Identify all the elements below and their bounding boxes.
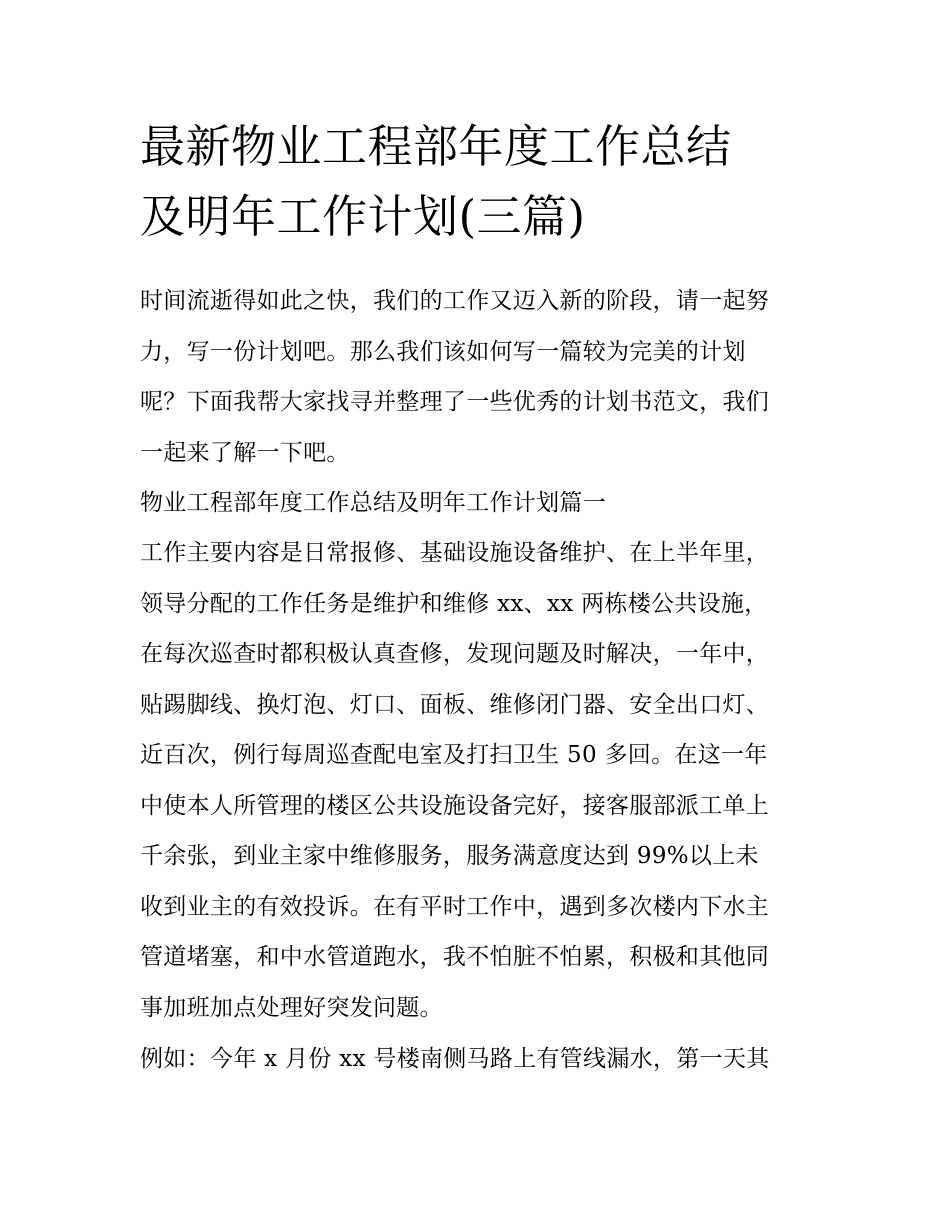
text-line: 例如：今年 x 月份 xx 号楼南侧马路上有管线漏水，第一天其	[140, 1046, 770, 1072]
text-line: 呢？下面我帮大家找寻并整理了一些优秀的计划书范文，我们	[140, 389, 770, 415]
example-paragraph	[140, 1034, 830, 1085]
section-heading-text: 物业工程部年度工作总结及明年工作计划篇一	[140, 490, 606, 516]
work-summary-paragraph	[140, 528, 830, 1033]
text-line: 收到业主的有效投诉。在有平时工作中，遇到多次楼内下水主	[140, 893, 770, 920]
text-line: 管道堵塞，和中水管道跑水，我不怕脏不怕累，积极和其他同	[140, 944, 770, 970]
text-line: 近百次，例行每周巡查配电室及打扫卫生 50 多回。在这一年	[140, 742, 768, 768]
text-line: 时间流逝得如此之快，我们的工作又迈入新的阶段，请一起努	[140, 288, 770, 314]
text-line: 千余张，到业主家中维修服务，服务满意度达到 99%以上未	[140, 843, 759, 869]
title-line: 及明年工作计划(三篇)	[140, 190, 586, 243]
text-line: 事加班加点处理好突发问题。	[140, 994, 443, 1021]
intro-paragraph	[140, 276, 830, 478]
text-line: 一起来了解一下吧。	[140, 439, 350, 466]
section-heading	[140, 478, 830, 529]
text-line: 贴踢脚线、换灯泡、灯口、面板、维修闭门器、安全出口灯、	[140, 691, 770, 718]
text-line: 力，写一份计划吧。那么我们该如何写一篇较为完美的计划	[140, 338, 746, 365]
text-line: 工作主要内容是日常报修、基础设施设备维护、在上半年里，	[140, 540, 770, 566]
title-line: 最新物业工程部年度工作总结	[140, 120, 732, 173]
text-line: 领导分配的工作任务是维护和维修 xx、xx 两栋楼公共设施，	[140, 590, 768, 617]
text-line: 中使本人所管理的楼区公共设施设备完好，接客服部派工单上	[140, 792, 770, 819]
document-title	[140, 112, 820, 252]
text-line: 在每次巡查时都积极认真查修，发现问题及时解决，一年中，	[140, 641, 770, 667]
